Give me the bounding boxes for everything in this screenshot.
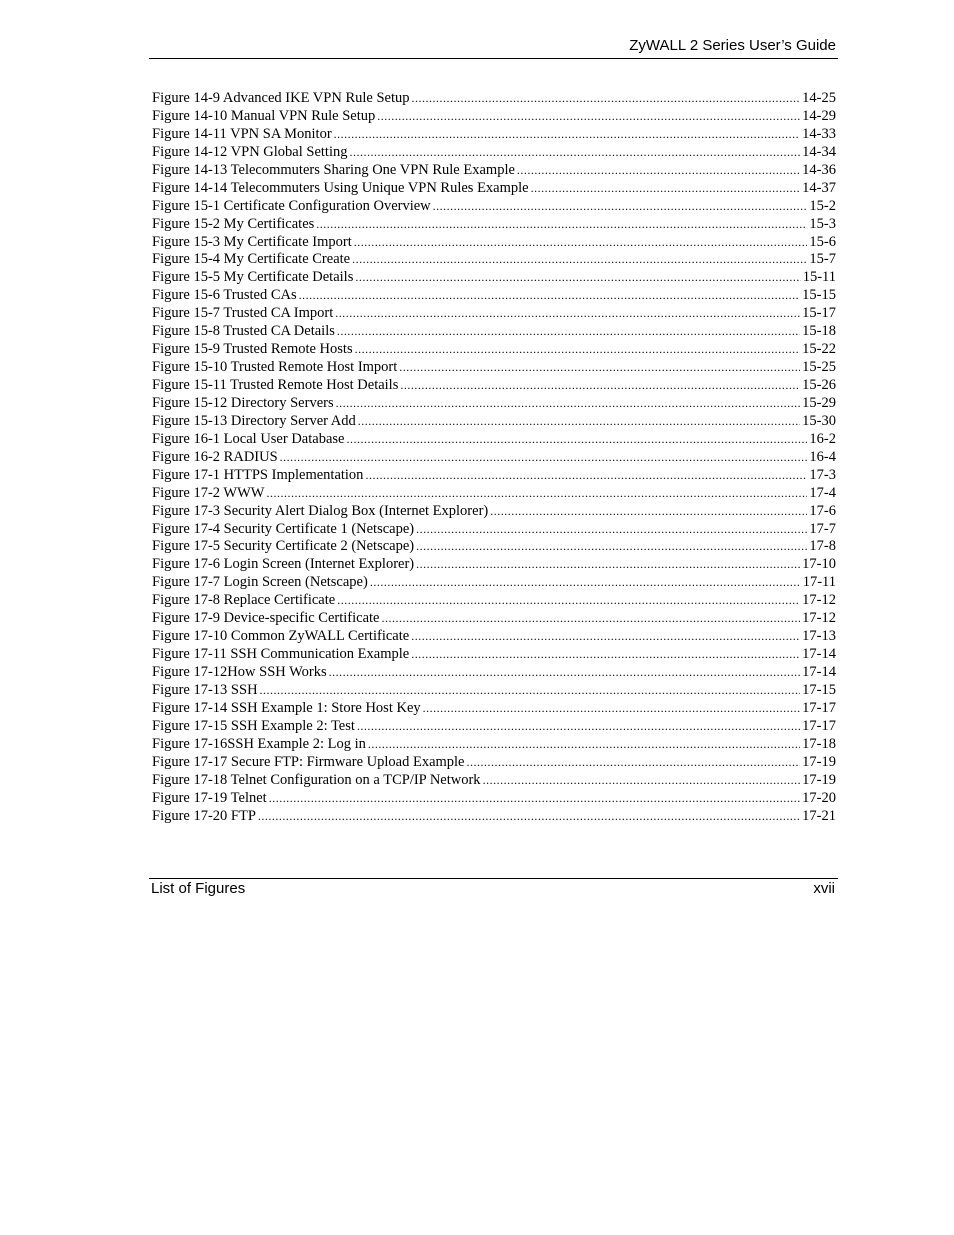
toc-entry-title: Figure 16-2 RADIUS bbox=[152, 448, 278, 465]
toc-entry-title: Figure 14-13 Telecommuters Sharing One VPN Rule Example bbox=[152, 161, 515, 178]
toc-entry-title: Figure 15-4 My Certificate Create bbox=[152, 251, 351, 268]
toc-entry-title: Figure 17-9 Device-specific Certificate bbox=[152, 610, 380, 627]
dot-leader bbox=[337, 323, 800, 341]
toc-entry-title: Figure 17-16SSH Example 2: Log in bbox=[152, 735, 366, 752]
dot-leader bbox=[352, 251, 807, 269]
toc-entry[interactable] bbox=[152, 521, 836, 539]
toc-entry-title: Figure 17-14 SSH Example 1: Store Host Key bbox=[152, 699, 421, 716]
toc-entry[interactable] bbox=[152, 234, 836, 252]
toc-entry[interactable] bbox=[152, 198, 836, 216]
toc-entry-page: 14-37 bbox=[802, 179, 836, 196]
toc-entry[interactable] bbox=[152, 736, 836, 754]
toc-entry[interactable] bbox=[152, 449, 836, 467]
dot-leader bbox=[517, 162, 800, 180]
dot-leader bbox=[365, 467, 807, 485]
dot-leader bbox=[381, 610, 800, 628]
toc-entry[interactable] bbox=[152, 359, 836, 377]
toc-entry[interactable] bbox=[152, 126, 836, 144]
dot-leader bbox=[490, 503, 807, 521]
toc-entry-page: 14-29 bbox=[802, 107, 836, 124]
toc-entry-title: Figure 17-10 Common ZyWALL Certificate bbox=[152, 628, 410, 645]
toc-entry-title: Figure 15-3 My Certificate Import bbox=[152, 233, 352, 250]
dot-leader bbox=[370, 574, 801, 592]
toc-entry-page: 15-30 bbox=[802, 412, 836, 429]
toc-entry-title: Figure 17-18 Telnet Configuration on a TCP/IP Network bbox=[152, 771, 481, 788]
toc-entry-title: Figure 15-8 Trusted CA Details bbox=[152, 323, 335, 340]
dot-leader bbox=[483, 772, 801, 790]
toc-entry-title: Figure 17-11 SSH Communication Example bbox=[152, 646, 410, 663]
toc-entry[interactable] bbox=[152, 413, 836, 431]
dot-leader bbox=[433, 198, 808, 216]
toc-entry-title: Figure 17-6 Login Screen (Internet Explorer) bbox=[152, 556, 415, 573]
dot-leader bbox=[355, 341, 801, 359]
toc-entry-title: Figure 14-11 VPN SA Monitor bbox=[152, 125, 332, 142]
dot-leader bbox=[467, 754, 801, 772]
toc-entry-page: 15-26 bbox=[802, 377, 836, 393]
dot-leader bbox=[336, 395, 801, 413]
toc-entry[interactable] bbox=[152, 431, 836, 449]
dot-leader bbox=[258, 808, 800, 826]
toc-entry-page: 17-14 bbox=[802, 646, 836, 663]
dot-leader bbox=[377, 108, 800, 126]
toc-entry[interactable] bbox=[152, 216, 836, 234]
toc-entry-page: 17-18 bbox=[802, 735, 836, 752]
running-header-title: ZyWALL 2 Series User’s Guide bbox=[629, 37, 836, 54]
toc-entry[interactable] bbox=[152, 808, 836, 826]
toc-entry-title: Figure 15-6 Trusted CAs bbox=[152, 287, 297, 304]
dot-leader bbox=[269, 790, 800, 808]
dot-leader bbox=[368, 736, 800, 754]
dot-leader bbox=[416, 556, 800, 574]
toc-entry-page: 17-19 bbox=[802, 771, 836, 788]
toc-entry[interactable] bbox=[152, 323, 836, 341]
toc-entry-page: 17-11 bbox=[802, 574, 836, 591]
toc-entry[interactable] bbox=[152, 108, 836, 126]
toc-entry-page: 15-29 bbox=[802, 394, 836, 411]
toc-entry-page: 15-25 bbox=[802, 359, 836, 376]
dot-leader bbox=[357, 718, 800, 736]
toc-entry-page: 17-10 bbox=[802, 556, 836, 573]
toc-entry-page: 16-2 bbox=[809, 430, 836, 447]
dot-leader bbox=[335, 305, 800, 323]
toc-entry[interactable] bbox=[152, 287, 836, 305]
toc-entry-page: 14-36 bbox=[802, 161, 836, 178]
dot-leader bbox=[346, 431, 807, 449]
toc-entry-page: 17-4 bbox=[809, 484, 836, 501]
dot-leader bbox=[355, 269, 800, 287]
toc-entry-page: 17-17 bbox=[802, 717, 836, 734]
toc-entry-page: 15-2 bbox=[809, 197, 836, 214]
toc-entry-title: Figure 15-7 Trusted CA Import bbox=[152, 305, 334, 322]
toc-entry-title: Figure 15-11 Trusted Remote Host Details bbox=[152, 377, 399, 393]
toc-entry-page: 14-33 bbox=[802, 125, 836, 142]
toc-entry[interactable] bbox=[152, 628, 836, 646]
toc-entry[interactable] bbox=[152, 610, 836, 628]
toc-entry[interactable] bbox=[152, 251, 836, 269]
dot-leader bbox=[416, 521, 807, 539]
toc-entry[interactable] bbox=[152, 377, 836, 395]
toc-entry-title: Figure 17-17 Secure FTP: Firmware Upload Example bbox=[152, 753, 465, 770]
toc-entry[interactable] bbox=[152, 574, 836, 592]
toc-entry-page: 15-15 bbox=[802, 287, 836, 304]
toc-entry-page: 17-13 bbox=[802, 628, 836, 645]
toc-entry[interactable] bbox=[152, 395, 836, 413]
dot-leader bbox=[260, 682, 801, 700]
toc-entry-page: 17-17 bbox=[802, 699, 836, 716]
toc-entry[interactable] bbox=[152, 790, 836, 808]
toc-entry[interactable] bbox=[152, 269, 836, 287]
toc-entry-page: 14-25 bbox=[802, 90, 836, 106]
toc-entry-title: Figure 15-5 My Certificate Details bbox=[152, 269, 354, 286]
toc-entry-page: 16-4 bbox=[809, 448, 836, 465]
toc-entry-title: Figure 15-9 Trusted Remote Hosts bbox=[152, 341, 353, 358]
toc-entry-title: Figure 17-8 Replace Certificate bbox=[152, 592, 336, 609]
toc-entry-title: Figure 14-12 VPN Global Setting bbox=[152, 143, 348, 160]
dot-leader bbox=[423, 700, 801, 718]
toc-entry-title: Figure 17-5 Security Certificate 2 (Netscape) bbox=[152, 538, 415, 555]
dot-leader bbox=[337, 592, 800, 610]
toc-entry-page: 15-7 bbox=[809, 251, 836, 268]
toc-entry-page: 17-14 bbox=[802, 664, 836, 680]
toc-entry-title: Figure 16-1 Local User Database bbox=[152, 430, 345, 447]
dot-leader bbox=[400, 377, 800, 395]
toc-entry[interactable] bbox=[152, 305, 836, 323]
toc-entry-title: Figure 17-3 Security Alert Dialog Box (Internet Explorer) bbox=[152, 502, 489, 519]
footer-page-number: xvii bbox=[813, 880, 835, 897]
dot-leader bbox=[416, 538, 807, 556]
dot-leader bbox=[531, 180, 801, 198]
toc-entry-page: 17-15 bbox=[802, 681, 836, 698]
toc-entry[interactable] bbox=[152, 664, 836, 682]
toc-entry-page: 17-12 bbox=[802, 592, 836, 609]
toc-entry-title: Figure 17-19 Telnet bbox=[152, 789, 267, 806]
dot-leader bbox=[266, 485, 807, 503]
header-divider bbox=[149, 58, 838, 59]
toc-entry[interactable] bbox=[152, 503, 836, 521]
dot-leader bbox=[411, 628, 800, 646]
dot-leader bbox=[399, 359, 800, 377]
toc-entry-title: Figure 15-10 Trusted Remote Host Import bbox=[152, 359, 398, 376]
toc-entry-page: 17-12 bbox=[802, 610, 836, 627]
dot-leader bbox=[280, 449, 808, 467]
footer-divider bbox=[149, 878, 838, 879]
toc-entry-title: Figure 17-7 Login Screen (Netscape) bbox=[152, 574, 368, 591]
toc-entry-page: 14-34 bbox=[802, 143, 836, 160]
dot-leader bbox=[411, 90, 800, 108]
toc-entry[interactable] bbox=[152, 754, 836, 772]
toc-entry-title: Figure 17-15 SSH Example 2: Test bbox=[152, 717, 355, 734]
toc-entry-page: 15-18 bbox=[802, 323, 836, 340]
toc-entry[interactable] bbox=[152, 700, 836, 718]
toc-entry-title: Figure 14-10 Manual VPN Rule Setup bbox=[152, 107, 376, 124]
toc-entry-page: 15-3 bbox=[809, 215, 836, 232]
toc-entry-page: 15-17 bbox=[802, 305, 836, 322]
toc-entry-title: Figure 15-13 Directory Server Add bbox=[152, 412, 356, 429]
toc-entry-page: 17-20 bbox=[802, 789, 836, 806]
toc-entry-title: Figure 17-2 WWW bbox=[152, 484, 265, 501]
toc-entry-page: 15-6 bbox=[809, 233, 836, 250]
toc-entry[interactable] bbox=[152, 682, 836, 700]
dot-leader bbox=[334, 126, 800, 144]
dot-leader bbox=[316, 216, 807, 234]
footer-section-title: List of Figures bbox=[151, 880, 246, 897]
toc-entry[interactable] bbox=[152, 485, 836, 503]
toc-entry-page: 17-19 bbox=[802, 753, 836, 770]
toc-entry-title: Figure 15-2 My Certificates bbox=[152, 215, 315, 232]
toc-entry[interactable] bbox=[152, 556, 836, 574]
toc-entry-title: Figure 17-20 FTP bbox=[152, 807, 256, 824]
toc-entry-page: 17-8 bbox=[809, 538, 836, 555]
dot-leader bbox=[354, 234, 808, 252]
toc-entry-title: Figure 17-12How SSH Works bbox=[152, 664, 327, 680]
list-of-figures bbox=[152, 90, 836, 825]
toc-entry-page: 17-3 bbox=[809, 466, 836, 483]
dot-leader bbox=[299, 287, 801, 305]
toc-entry-page: 15-11 bbox=[802, 269, 836, 286]
toc-entry-title: Figure 14-9 Advanced IKE VPN Rule Setup bbox=[152, 90, 410, 106]
toc-entry[interactable] bbox=[152, 718, 836, 736]
toc-entry-title: Figure 15-1 Certificate Configuration Overview bbox=[152, 197, 431, 214]
toc-entry[interactable] bbox=[152, 467, 836, 485]
toc-entry-title: Figure 17-13 SSH bbox=[152, 681, 258, 698]
toc-entry-title: Figure 17-4 Security Certificate 1 (Netscape) bbox=[152, 520, 415, 537]
toc-entry[interactable] bbox=[152, 162, 836, 180]
dot-leader bbox=[358, 413, 800, 431]
toc-entry-title: Figure 17-1 HTTPS Implementation bbox=[152, 466, 364, 483]
toc-entry[interactable] bbox=[152, 341, 836, 359]
toc-entry[interactable] bbox=[152, 646, 836, 664]
toc-entry[interactable] bbox=[152, 592, 836, 610]
toc-entry[interactable] bbox=[152, 144, 836, 162]
toc-entry-page: 15-22 bbox=[802, 341, 836, 358]
toc-entry[interactable] bbox=[152, 538, 836, 556]
toc-entry-title: Figure 15-12 Directory Servers bbox=[152, 394, 334, 411]
toc-entry-page: 17-7 bbox=[809, 520, 836, 537]
toc-entry-page: 17-21 bbox=[802, 807, 836, 824]
toc-entry[interactable] bbox=[152, 180, 836, 198]
dot-leader bbox=[349, 144, 800, 162]
toc-entry-title: Figure 14-14 Telecommuters Using Unique VPN Rules Example bbox=[152, 179, 529, 196]
dot-leader bbox=[411, 646, 800, 664]
toc-entry-page: 17-6 bbox=[809, 502, 836, 519]
dot-leader bbox=[329, 664, 801, 682]
toc-entry[interactable] bbox=[152, 90, 836, 108]
toc-entry[interactable] bbox=[152, 772, 836, 790]
